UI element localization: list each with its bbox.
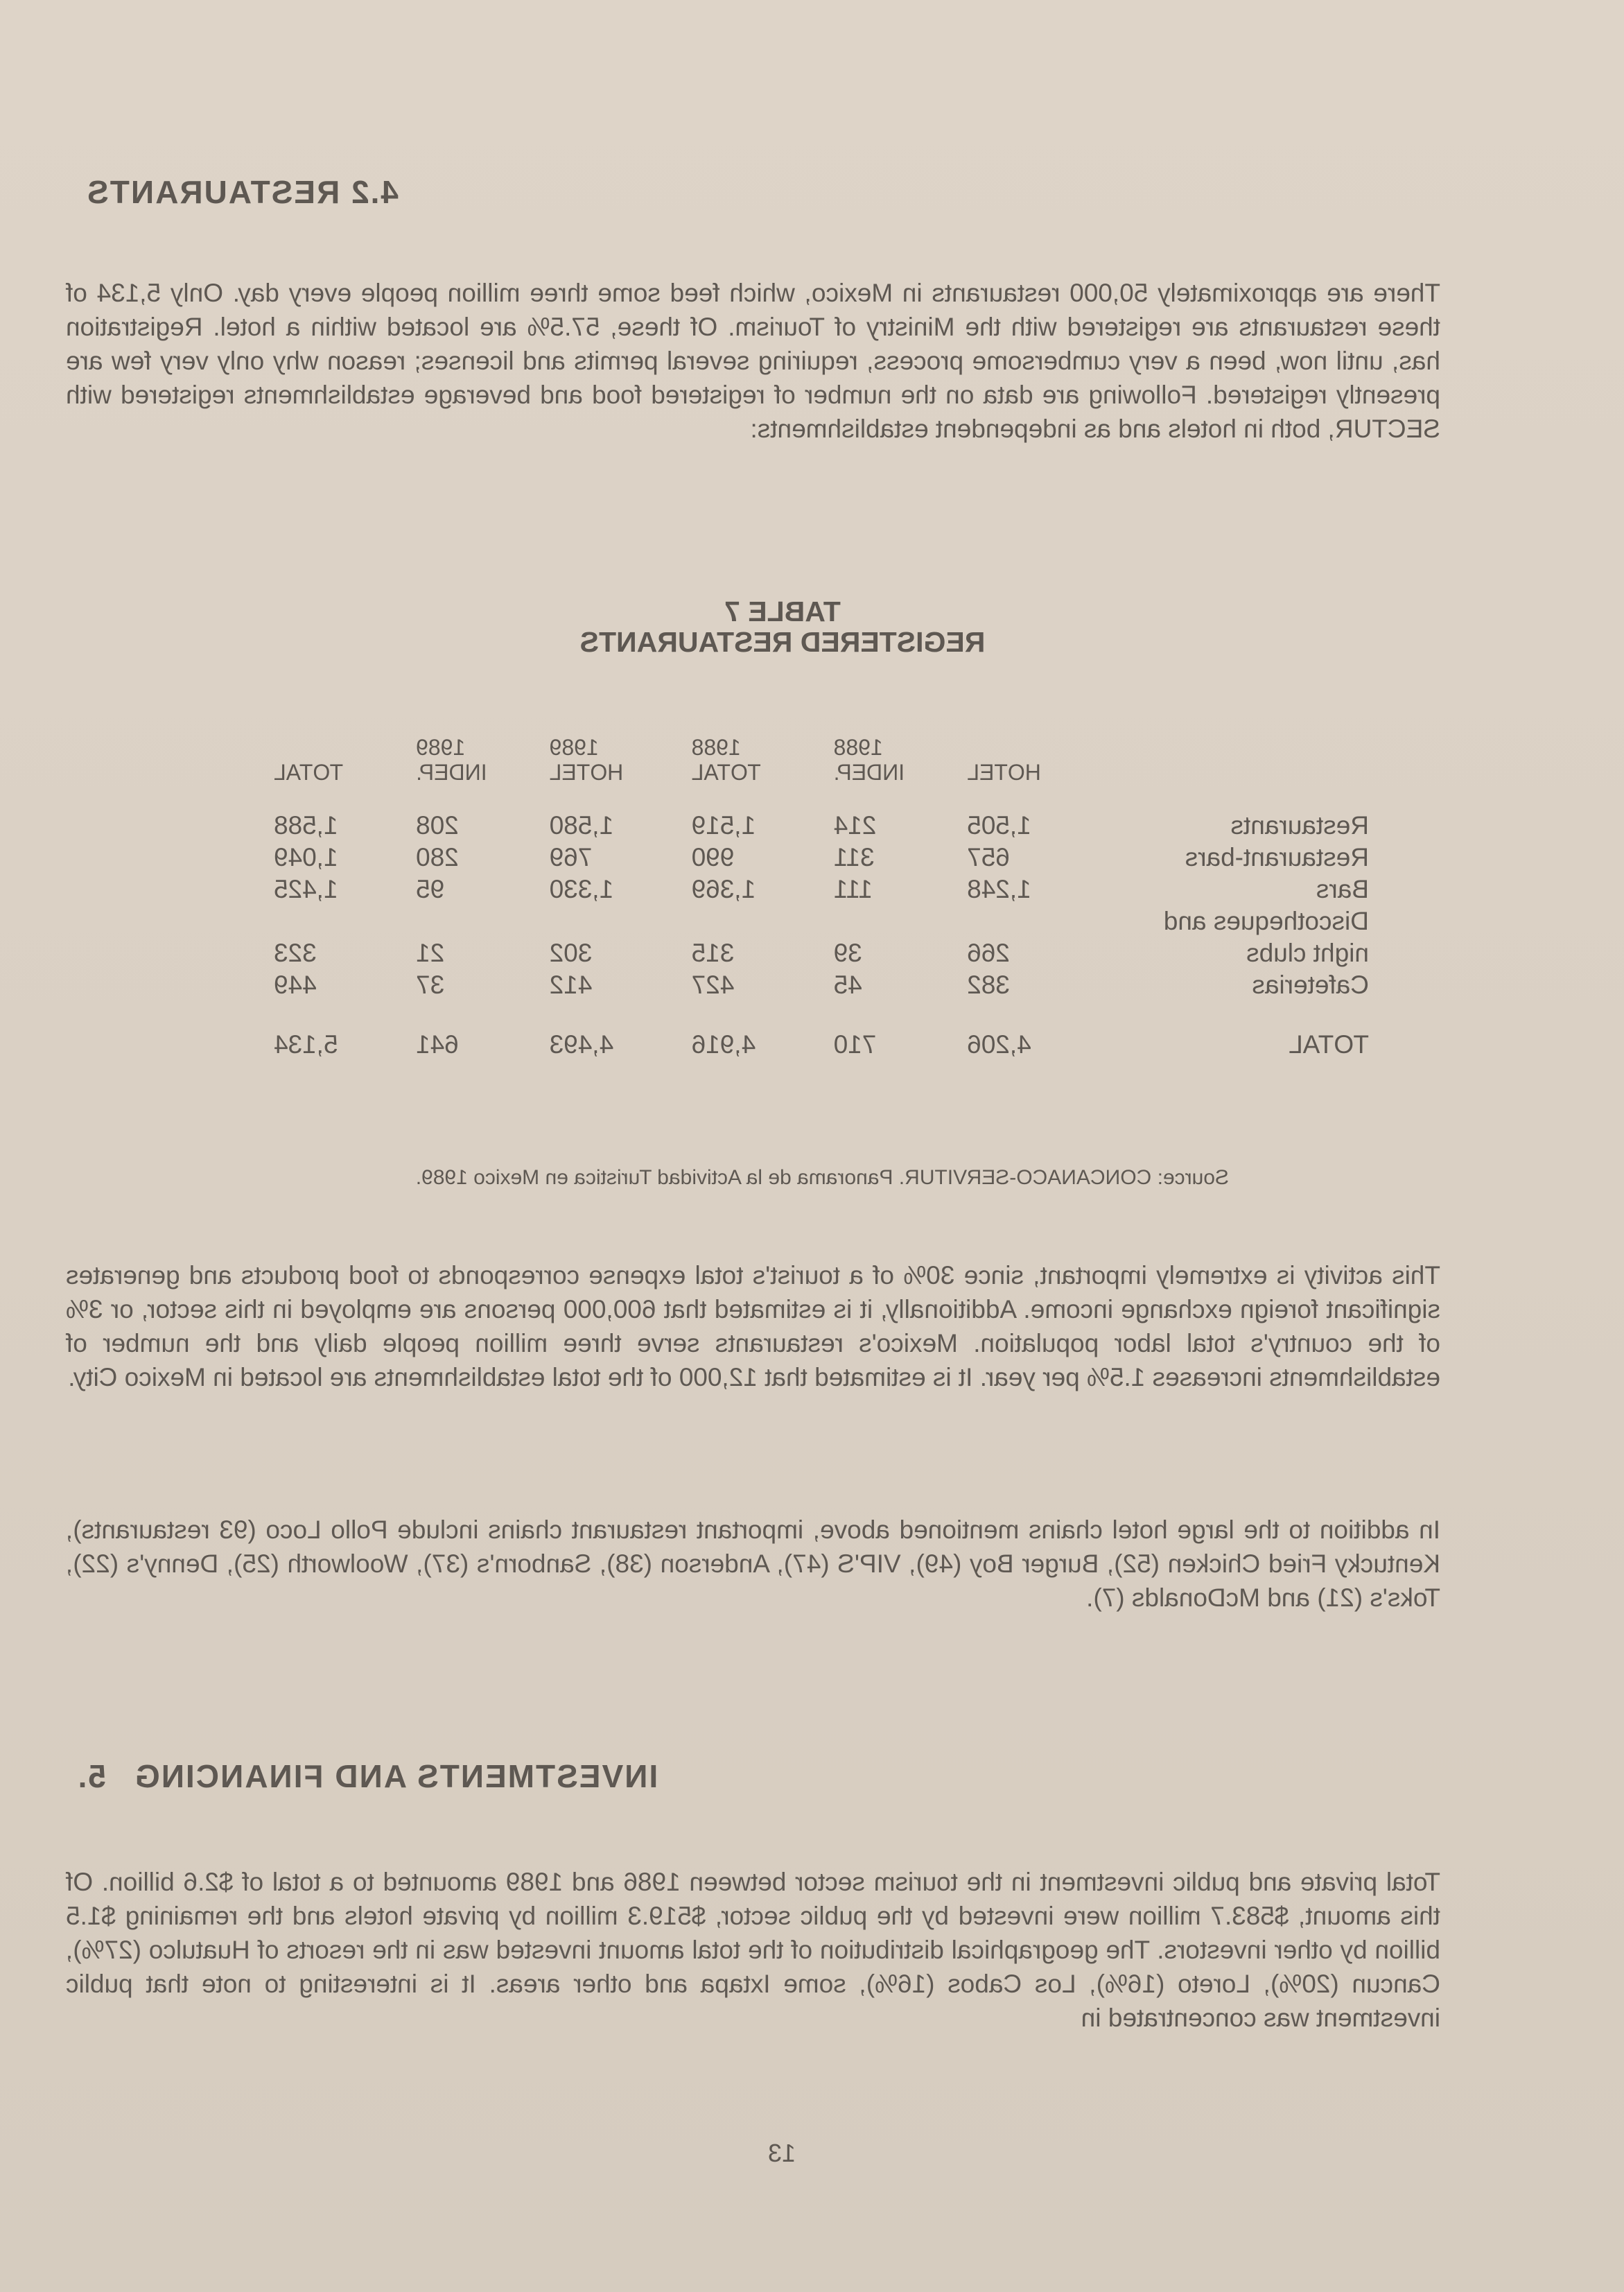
table-row — [274, 874, 1411, 905]
row-label: night clubs — [1246, 939, 1369, 967]
table-cell: 1,330 — [549, 875, 614, 903]
row-label: Bars — [1316, 875, 1369, 903]
header-hotel-1989: 1989 HOTEL — [549, 735, 624, 785]
table-cell: 39 — [833, 939, 862, 967]
table-cell: 1,369 — [691, 875, 756, 903]
paragraph-2: This activity is extremely important, since 30% of a tourist's total expense corresponds to food products and generates significant foreign exchange income. Additionally, it is estimated that 600,000 persons are employed in this sector, or 3% of the country's total labor population. Mexico's restaurants serve three million people daily and the number of establishments increases 1.5% per year. It is estimated that 12,000 of the total establishments are located in Mexico City. — [66, 1261, 1440, 1391]
paragraph-2-block — [0, 1258, 1624, 1394]
table-cell: 382 — [967, 971, 1010, 999]
table-cell: 1,505 — [967, 811, 1031, 840]
table-row — [274, 842, 1411, 874]
table-cell: 1,519 — [691, 811, 756, 840]
table-cell: 1,248 — [967, 875, 1031, 903]
table-cell — [550, 905, 692, 937]
table-row — [274, 937, 1411, 969]
row-label: Discotheques and — [1163, 907, 1369, 935]
table-cell: 1,049 — [274, 843, 338, 871]
table-cell: 4,493 — [549, 1030, 614, 1059]
table-cell — [274, 905, 416, 937]
section-5-number: 5. — [76, 1758, 106, 1794]
row-label: TOTAL — [1289, 1030, 1369, 1059]
table-row — [274, 969, 1411, 1001]
table-cell: 315 — [691, 939, 735, 967]
table-cell: 449 — [274, 971, 317, 999]
section-heading: 4.2 RESTAURANTS — [86, 174, 399, 210]
paragraph-3-block — [0, 1513, 1624, 1615]
table-cell: 311 — [833, 843, 875, 871]
table-cell: 37 — [416, 971, 445, 999]
table-cell: 266 — [967, 939, 1010, 967]
table-cell: 95 — [416, 875, 445, 903]
table-cell: 769 — [549, 843, 593, 871]
section-5-title: INVESTMENTS AND FINANCING — [134, 1758, 658, 1794]
table-cell: 21 — [416, 939, 445, 967]
table-row — [274, 905, 1411, 937]
row-label: Restaurants — [1230, 811, 1369, 840]
table-cell — [834, 905, 968, 937]
table-subtitle: REGISTERED RESTAURANTS — [579, 626, 986, 658]
header-hotel-1988: HOTEL — [967, 760, 1041, 785]
row-label: Restaurant-bars — [1185, 843, 1369, 871]
header-indep-1988: 1988 INDEP. — [833, 735, 905, 785]
header-total-1989: TOTAL — [274, 760, 344, 785]
table-cell: 4,916 — [691, 1030, 756, 1059]
table-total-row — [274, 1001, 1411, 1061]
table-cell — [967, 905, 1101, 937]
table-cell: 990 — [691, 843, 735, 871]
table-cell: 280 — [416, 843, 459, 871]
row-label: Cafeterias — [1252, 971, 1369, 999]
table-cell: 45 — [833, 971, 862, 999]
table-cell: 323 — [274, 939, 317, 967]
table-cell: 4,206 — [967, 1030, 1031, 1059]
table-cell — [416, 905, 550, 937]
table-row — [274, 810, 1411, 842]
table-title: TABLE 7 — [724, 596, 841, 627]
intro-paragraph-block — [0, 276, 1624, 446]
table-title-block — [0, 596, 1624, 657]
source-note: Source: CONCANACO-SERVITUR. Panorama de la Actividad Turistica en Mexico 1989. — [415, 1166, 1229, 1189]
table-cell: 208 — [416, 811, 459, 840]
registered-restaurants-table — [274, 735, 1411, 1061]
table-cell: 302 — [549, 939, 593, 967]
header-empty — [1101, 735, 1411, 810]
table-cell: 1,425 — [274, 875, 338, 903]
header-total-1988: 1988 TOTAL — [691, 735, 761, 785]
table-cell: 1,588 — [274, 811, 338, 840]
table-header-row — [274, 735, 1411, 810]
table-cell: 641 — [416, 1030, 459, 1059]
table-cell: 214 — [833, 811, 877, 840]
table-cell: 710 — [833, 1030, 877, 1059]
table-cell: 412 — [549, 971, 593, 999]
table-cell: 427 — [691, 971, 735, 999]
intro-paragraph: There are approximately 50,000 restaurants in Mexico, which feed some three million people every day. Only 5,134 of these restaurants are registered with the Ministry of Tourism. Of these, 57.5% are located within a hotel. Registration has, until now, been a very cumbersome process, requiring several permits and licenses; reason why only very few are presently registered. Following are data on the number of registered food and beverage establishments registered with SECTUR, both in hotels and as independent establishments: — [66, 279, 1440, 443]
table-cell: 1,580 — [549, 811, 614, 840]
paragraph-4: Total private and public investment in the tourism sector between 1986 and 1989 amounted to a total of $2.6 billion. Of this amount, $583.7 million were invested by the public sector, $519.3 million by private hotels and the remaining $1.5 billion by other investors. The geographical distribution of the total amount invested was in the resorts of Huatulco (27%), Cancun (20%), Loreto (16%), Los Cabos (16%), some Ixtapa and other areas. It is interesting to note that public investment was concentrated in — [66, 1868, 1440, 2032]
table-cell: 5,134 — [274, 1030, 338, 1059]
paragraph-3: In addition to the large hotel chains mentioned above, important restaurant chains include Pollo Loco (93 restaurants), Kentucky Fried Chicken (52), Burger Boy (49), VIP'S (47), Anderson (38), Sanborn's (37), Woolworth (25), Denny's (22), Toks's (21) and McDonalds (7). — [66, 1516, 1440, 1612]
table-cell — [692, 905, 834, 937]
paragraph-4-block — [0, 1865, 1624, 2035]
table-cell: 657 — [967, 843, 1010, 871]
table-cell: 111 — [833, 875, 873, 903]
page-number: 13 — [767, 2139, 796, 2167]
header-indep-1989: 1989 INDEP. — [416, 735, 487, 785]
